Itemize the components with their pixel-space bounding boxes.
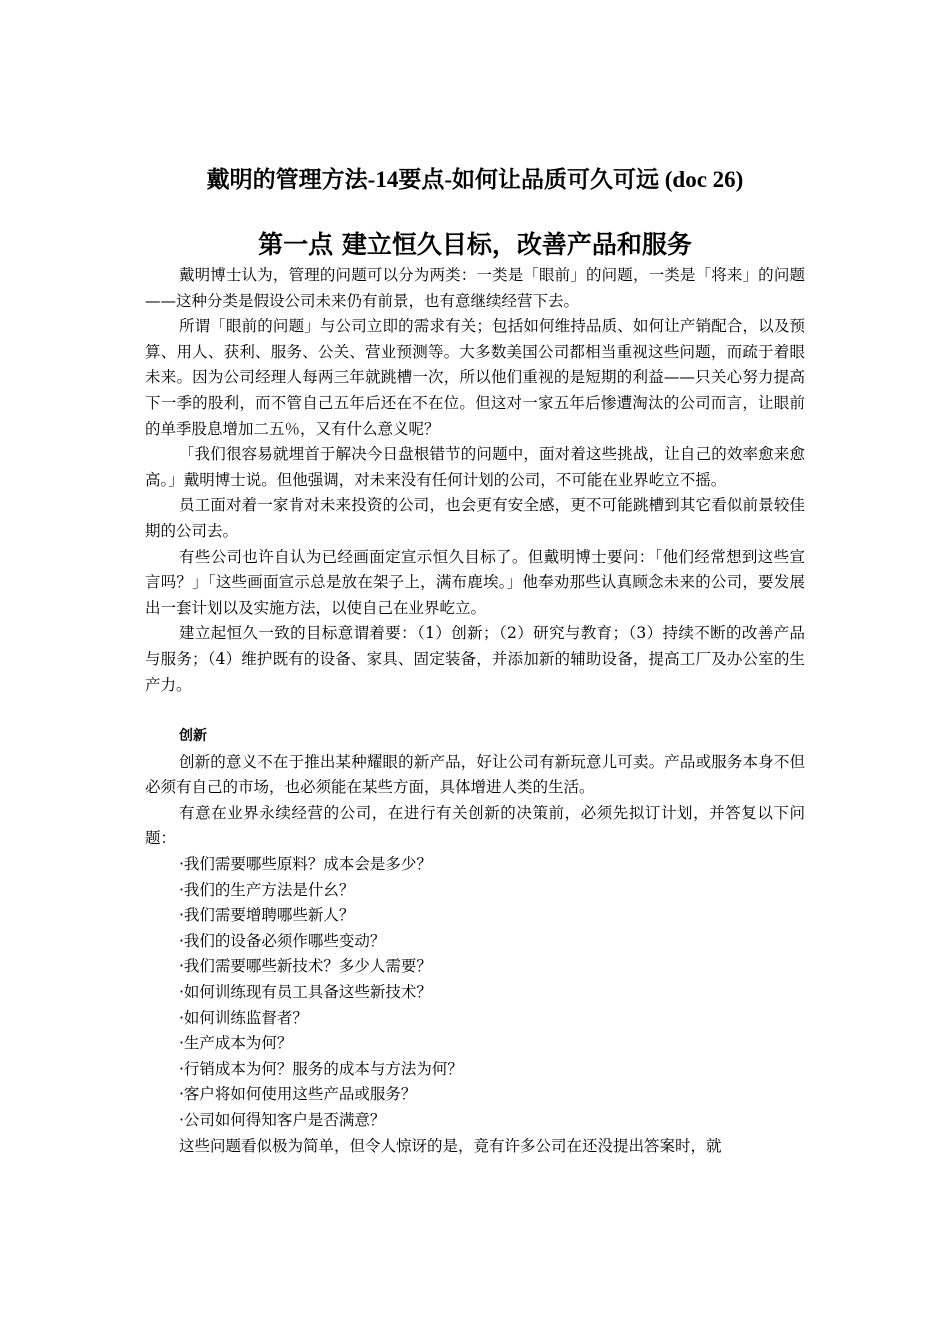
question-item: ·我们需要哪些原料？成本会是多少？	[179, 855, 432, 874]
question-item: ·生产成本为何？	[179, 1034, 293, 1053]
paragraph: 建立起恒久一致的目标意谓着要：（1）创新；（2）研究与教育；（3）持续不断的改善产品与服务；（4）维护既有的设备、家具、固定装备，并添加新的辅助设备，提高工厂及办公室的生产力。	[145, 624, 805, 694]
question-item: ·公司如何得知客户是否满意？	[179, 1111, 386, 1129]
question-item: ·如何训练监督者？	[179, 1008, 308, 1027]
paragraph: 「我们很容易就埋首于解决今日盘根错节的问题中，面对着这些挑战，让自己的效率愈来愈高。」戴明博士说。但他强调，对未来没有任何计划的公司，不可能在业界屹立不摇。	[145, 445, 805, 489]
question-item: ·客户将如何使用这些产品或服务？	[179, 1085, 417, 1104]
question-item: ·行销成本为何？服务的成本与方法为何？	[179, 1059, 463, 1078]
paragraph: 所谓「眼前的问题」与公司立即的需求有关；包括如何维持品质、如何让产销配合，以及预算、用人、获利、服务、公关、营业预测等。大多数美国公司都相当重视这些问题，而疏于着眼未来。因为公司经理人每两三年就跳槽一次，所以他们重视的是短期的利益——只关心努力提高下一季的股利，而不管自己五年后还在不在位。但这对一家五年后惨遭淘汰的公司而言，让眼前的单季股息增加二五％，又有什么意义呢？	[145, 317, 805, 438]
document-title: 戴明的管理方法-14要点-如何让品质可久可远 (doc 26)	[206, 167, 744, 192]
paragraph: 有意在业界永续经营的公司，在进行有关创新的决策前，必须先拟订计划，并答复以下问题：	[145, 803, 805, 848]
paragraph: 戴明博士认为，管理的问题可以分为两类：一类是「眼前」的问题，一类是「将来」的问题——这种分类是假设公司未来仍有前景，也有意继续经营下去。	[145, 266, 805, 310]
section-heading: 第一点 建立恒久目标，改善产品和服务	[258, 230, 692, 259]
paragraph: 有些公司也许自认为已经画面定宣示恒久目标了。但戴明博士要问：「他们经常想到这些宣言吗？」「这些画面宣示总是放在架子上，满布鹿埃。」他奉劝那些认真顾念未来的公司，要发展出一套计划以及实施方法，以使自己在业界屹立。	[145, 547, 805, 617]
question-item: ·我们的生产方法是什幺？	[179, 880, 355, 899]
paragraph: 创新的意义不在于推出某种耀眼的新产品，好让公司有新玩意儿可卖。产品或服务本身不但必须有自己的市场，也必须能在某些方面，具体增进人类的生活。	[145, 752, 805, 797]
innovation-heading: 创新	[179, 728, 207, 745]
question-item: ·如何训练现有员工具备这些新技术？	[179, 983, 432, 1002]
question-item: ·我们需要哪些新技术？多少人需要？	[179, 957, 432, 976]
question-list	[145, 852, 805, 1134]
paragraph: 这些问题看似极为简单，但令人惊讶的是，竟有许多公司在还没提出答案时，就	[179, 1136, 722, 1155]
paragraph: 员工面对着一家肯对未来投资的公司，也会更有安全感，更不可能跳槽到其它看似前景较佳期的公司去。	[145, 496, 805, 540]
question-item: ·我们需要增聘哪些新人？	[179, 906, 355, 925]
question-item: ·我们的设备必须作哪些变动？	[179, 931, 386, 950]
